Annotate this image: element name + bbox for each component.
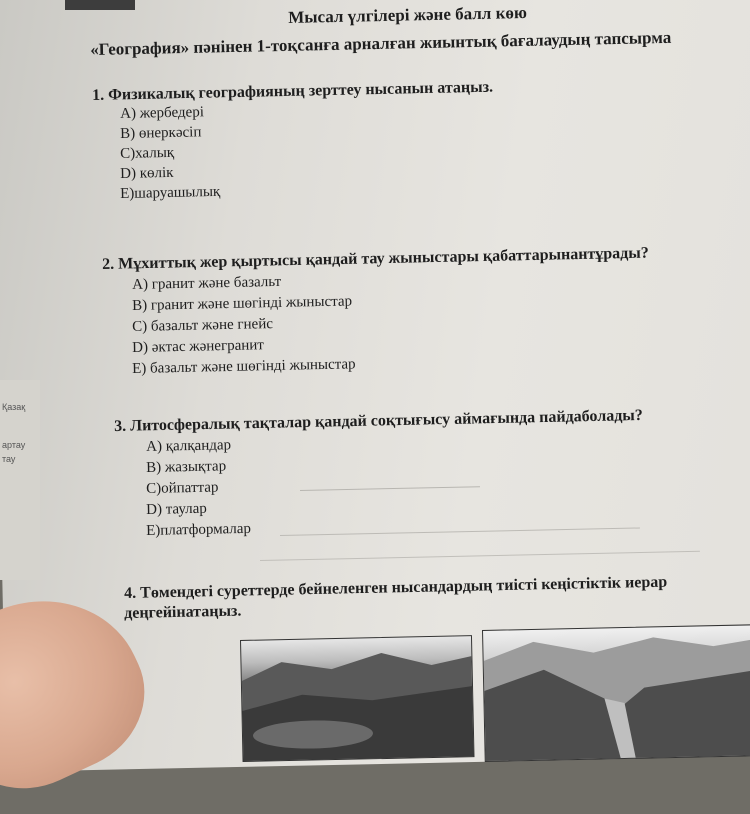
left-margin-text: артау (2, 440, 26, 450)
question-3-title: 3. Литосфералық тақталар қандай соқтығысу аймағында пайдаболады? (114, 406, 643, 435)
question-2-option: A) гранит және базальт (132, 273, 282, 293)
question-3-option: A) қалқандар (146, 437, 232, 455)
left-page-edge (0, 380, 40, 580)
left-margin-text: тау (2, 454, 16, 464)
question-1-option: C)халық (120, 144, 175, 162)
question-3-option: E)платформалар (146, 520, 252, 539)
question-2-option: E) базальт және шөгінді жыныстар (132, 356, 356, 377)
mountain-valley-photo-art (483, 625, 750, 761)
question-1-title: 1. Физикалық географияның зерттеу нысанын атаңыз. (92, 78, 494, 104)
question-2-option: C) базальт және гнейс (132, 316, 274, 335)
question-4-title-continued: деңгейінатаңыз. (124, 602, 242, 622)
question-1-option: B) өнеркәсіп (120, 124, 202, 142)
question-1-option: A) жербедері (120, 104, 205, 122)
question-3-option: C)ойпаттар (146, 479, 219, 497)
question-2-option: D) әктас жәнегранит (132, 337, 265, 356)
header-line-2: «География» пәнінен 1-тоқсанға арналған жиынтық бағалаудың тапсырма (90, 27, 672, 59)
pencil (65, 0, 135, 10)
question-2-title: 2. Мұхиттық жер қыртысы қандай тау жыныстары қабаттарынантұрады? (102, 244, 649, 273)
question-2-option: B) гранит және шөгінді жыныстар (132, 293, 353, 314)
question-1-option: E)шаруашылық (120, 183, 221, 202)
mountain-valley-photo (482, 624, 750, 762)
header-line-1: Мысал үлгілері және балл көю (288, 3, 528, 27)
question-4-title: 4. Төмендегі суреттерде бейнеленген нысандардың тиісті кеңістіктік иерар (124, 573, 668, 602)
question-1-option: D) көлік (120, 164, 174, 182)
left-margin-text: Қазақ (2, 402, 26, 412)
question-3-option: D) таулар (146, 500, 208, 518)
question-3-option: B) жазықтар (146, 458, 227, 476)
mountain-lake-photo-art (241, 636, 473, 761)
mountain-lake-photo (240, 635, 475, 762)
